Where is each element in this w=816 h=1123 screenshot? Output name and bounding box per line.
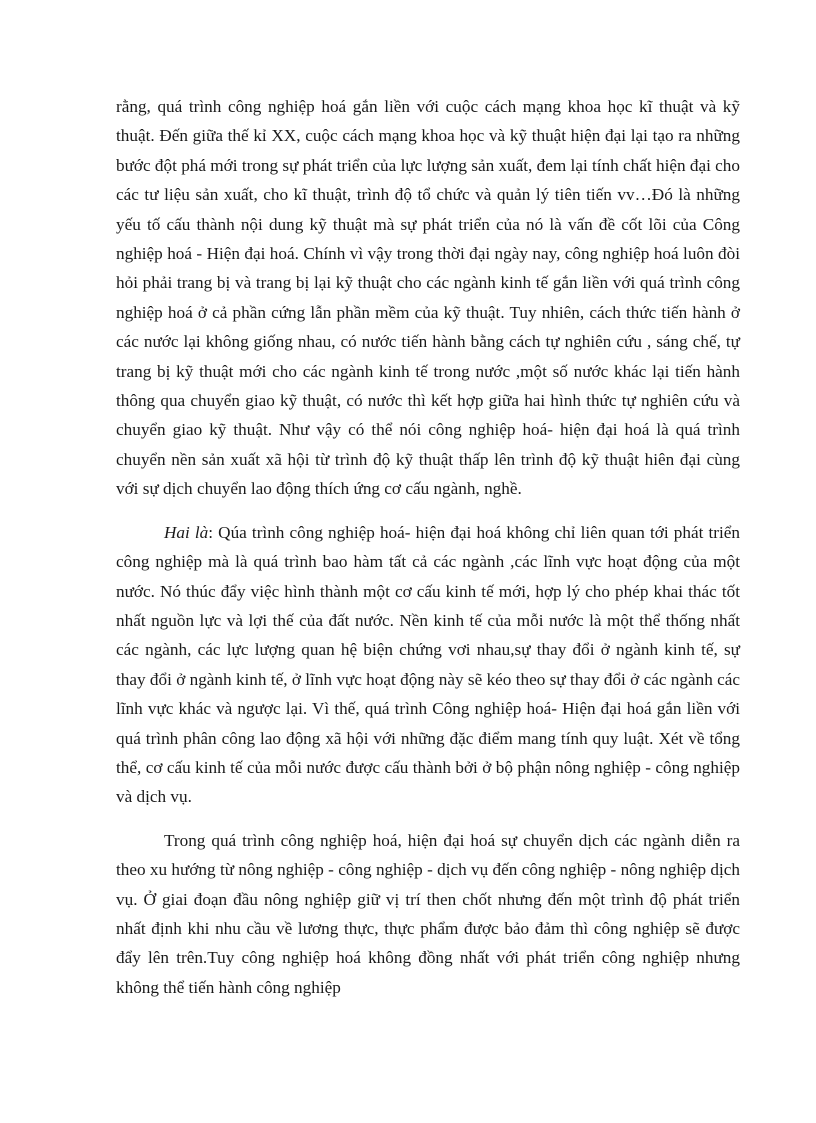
document-page [116, 92, 740, 1002]
paragraph-2-lead: Hai là [164, 522, 209, 542]
paragraph-3: Trong quá trình công nghiệp hoá, hiện đại hoá sự chuyển dịch các ngành diễn ra theo xu hướng từ nông nghiệp - công nghiệp - dịch vụ đến công nghiệp - nông nghiệp dịch vụ. Ở giai đoạn đầu nông nghiệp giữ vị trí then chốt nhưng đến một trình độ phát triển nhất định khi nhu cầu về lương thực, thực phẩm được bảo đảm thì công nghiệp sẽ được đẩy lên trên.Tuy công nghiệp hoá không đồng nhất với phát triển công nghiệp nhưng không thể tiến hành công nghiệp [116, 830, 740, 997]
paragraph-2 [116, 518, 740, 812]
paragraph-1: rằng, quá trình công nghiệp hoá gắn liền với cuộc cách mạng khoa học kĩ thuật và kỹ thuật. Đến giữa thế kỉ XX, cuộc cách mạng khoa học và kỹ thuật hiện đại lại tạo ra những bước đột phá mới trong sự phát triển của lực lượng sản xuất, đem lại tính chất hiện đại cho các tư liệu sản xuất, cho kĩ thuật, trình độ tổ chức và quản lý tiên tiến vv…Đó là những yếu tố cấu thành nội dung kỹ thuật mà sự phát triển của nó là vấn đề cốt lõi của Công nghiệp hoá - Hiện đại hoá. Chính vì vậy trong thời đại ngày nay, công nghiệp hoá luôn đòi hỏi phải trang bị và trang bị lại kỹ thuật cho các ngành kinh tế gắn liền với quá trình công nghiệp hoá ở cả phần cứng lẫn phần mềm của kỹ thuật. Tuy nhiên, cách thức tiến hành ở các nước lại không giống nhau, có nước tiến hành bằng cách tự nghiên cứu , sáng chế, tự trang bị kỹ thuật mới cho các ngành kinh tế trong nước ,một số nước khác lại tiến hành thông qua chuyển giao kỹ thuật, có nước thì kết hợp giữa hai hình thức tự nghiên cứu và chuyển giao kỹ thuật. Như vậy có thể nói công nghiệp hoá- hiện đại hoá là quá trình chuyển nền sản xuất xã hội từ trình độ kỹ thuật thấp lên trình độ kỹ thuật hiên đại cùng với sự dịch chuyển lao động thích ứng cơ cấu ngành, nghề. [116, 97, 740, 499]
paragraph-2-body: : Qúa trình công nghiệp hoá- hiện đại hoá không chỉ liên quan tới phát triển công nghiệp mà là quá trình bao hàm tất cả các ngành ,các lĩnh vực hoạt động của một nước. Nó thúc đẩy việc hình thành một cơ cấu kinh tế mới, hợp lý cho phép khai thác tốt nhất nguồn lực và lợi thế của đất nước. Nền kinh tế của mỗi nước là một thể thống nhất các ngành, các lực lượng quan hệ biện chứng vơi nhau,sự thay đổi ở ngành kinh tế, sự thay đổi ở ngành kinh tế, ở lĩnh vực hoạt động này sẽ kéo theo sự thay đổi ở các ngành các lĩnh vực khác và ngược lại. Vì thế, quá trình Công nghiệp hoá- Hiện đại hoá gắn liền với quá trình phân công lao động xã hội với những đặc điểm mang tính quy luật. Xét về tổng thể, cơ cấu kinh tế của mỗi nước được cấu thành bởi ở bộ phận nông nghiệp - công nghiệp và dịch vụ. [116, 522, 740, 807]
